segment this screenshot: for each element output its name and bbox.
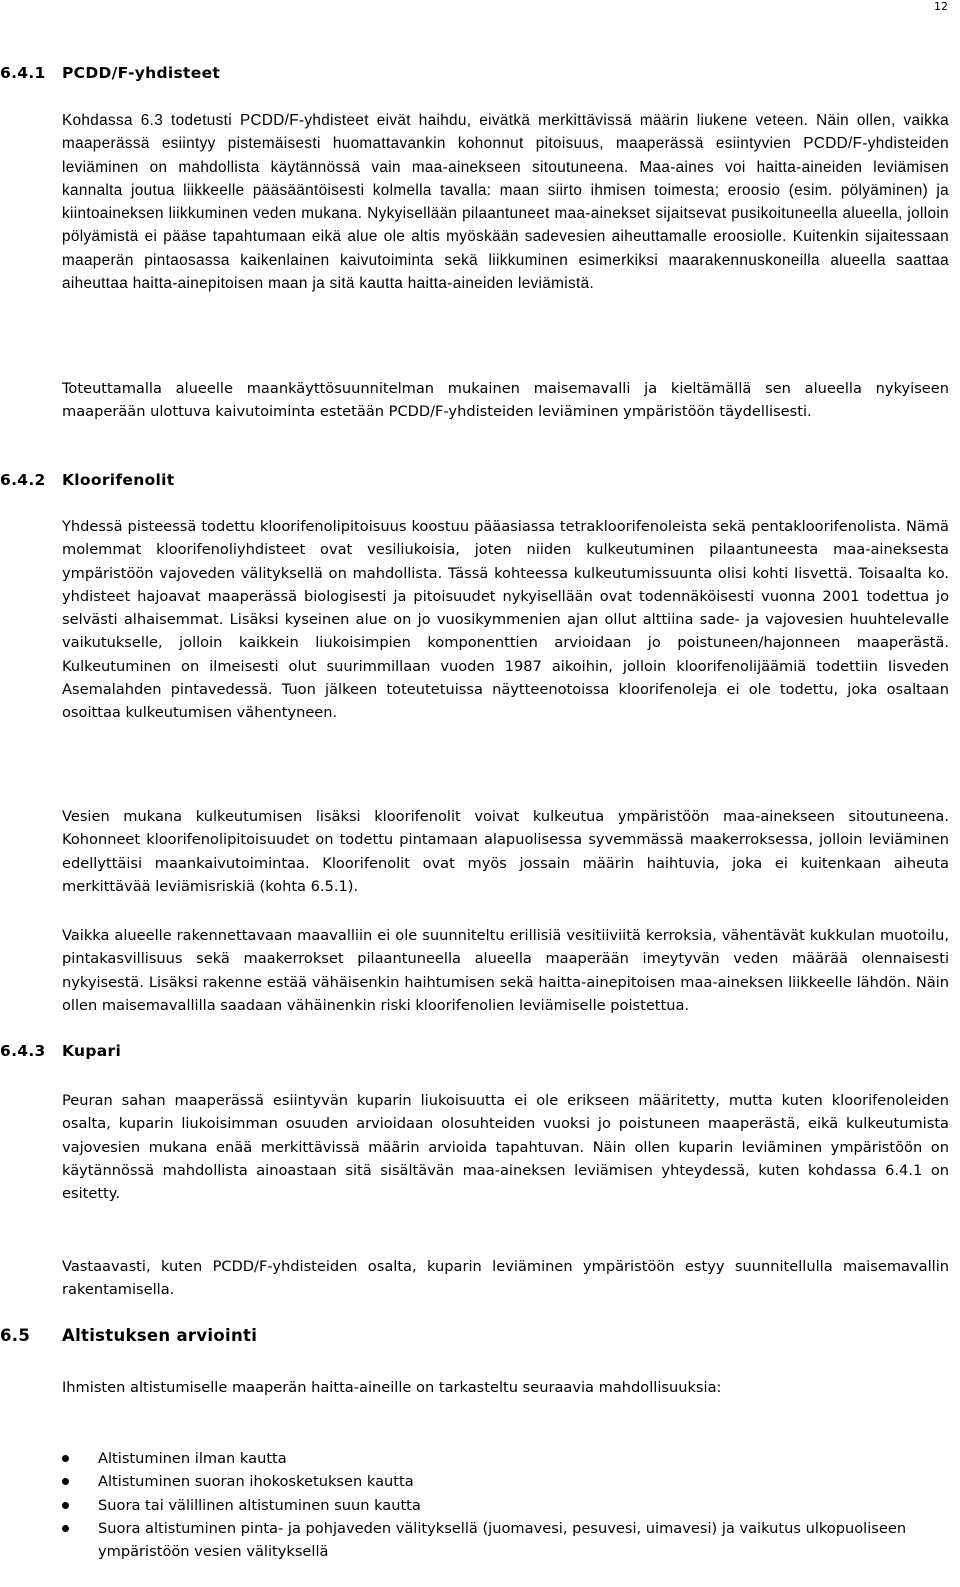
paragraph-pcdd-prevention: Toteuttamalla alueelle maankäyttösuunnitelman mukainen maisemavalli ja kieltämällä sen alueella nykyiseen maaperään ulottuva kaivutoiminta estetään PCDD/F-yhdisteiden leviäminen ympäristöön täydellisesti. bbox=[62, 380, 949, 421]
paragraph-chlorophenol-transport: Yhdessä pisteessä todettu kloorifenolipitoisuus koostuu pääasiassa tetrakloorifenoleista sekä pentakloorifenolista. Nämä molemmat kloorifenoliyhdisteet ovat vesiliukoisia, joten niiden kulkeutuminen pilaantuneesta maa-aineksesta ympäristöön vajoveden välityksellä on mahdollista. Tässä kohteessa kulkeutumissuunta olisi kohti Iisvettä. Toisaalta ko. yhdisteet hajoavat maaperässä biologisesti ja pitoisuudet nykyisellään ovat todennäköisesti vuonna 2001 todettua jo selvästi alhaisemmat. Lisäksi kyseinen alue on jo vuosikymmenien ajan ollut alttiina sade- ja vajovesien huuhtelevalle vaikutukselle, jolloin kaikkein liukoisimpien komponenttien arvioidaan jo poistuneen/hajonneen maaperästä. Kulkeutuminen on ilmeisesti olut suurimmillaan vuoden 1987 aikoihin, jolloin kloorifenolijäämiä todettiin Iisveden Asemalahden pintavedessä. Tuon jälkeen toteutetuissa näytteenotoissa kloorifenoleja ei ole todettu, joka osaltaan osoittaa kulkeutumisen vähentyneen. bbox=[62, 518, 949, 722]
bullet-icon bbox=[62, 1455, 69, 1462]
section-title: Altistuksen arviointi bbox=[62, 1326, 258, 1345]
list-item bbox=[62, 1470, 949, 1493]
paragraph-chlorophenol-embankment: Vaikka alueelle rakennettavaan maavalliin ei ole suunniteltu erillisiä vesitiiviitä kerroksia, vähentävät kukkulan muotoilu, pintakasvillisuus sekä maakerrokset pilaantuneella alueella maaperään imeytyvän veden määrää olennaisesti nykyisestä. Lisäksi rakenne estää vähäisenkin haihtumisen sekä haitta-ainepitoisen maa-aineksen liikkeelle lähdön. Näin ollen maisemavallilla saadaan vähäinenkin riski kloorifenolien leviämiselle poistettua. bbox=[62, 927, 949, 1014]
section-number: 6.4.2 bbox=[0, 471, 46, 489]
section-title: PCDD/F-yhdisteet bbox=[62, 64, 221, 82]
paragraph-copper-solubility: Peuran sahan maaperässä esiintyvän kuparin liukoisuutta ei ole erikseen määritetty, mutta kuten kloorifenoleiden osalta, kuparin liukoisimman osuuden arvioidaan olosuhteiden vuoksi jo poistuneen maaperästä, eikä kulkeutumista vajovesien mukana enää merkittävissä määrin arvioida tapahtuvan. Näin ollen kuparin leviäminen ympäristöön on käytännössä mahdollista ainoastaan sitä sisältävän maa-aineksen leviämisen yhteydessä, kuten kohdassa 6.4.1 on esitetty. bbox=[62, 1092, 949, 1203]
list-item-text: Altistuminen suoran ihokosketuksen kautta bbox=[98, 1473, 414, 1491]
section-number: 6.4.1 bbox=[0, 64, 46, 82]
list-item bbox=[62, 1494, 949, 1517]
section-title: Kloorifenolit bbox=[62, 471, 175, 489]
list-item-text: Altistuminen ilman kautta bbox=[98, 1450, 287, 1467]
exposure-routes-list bbox=[62, 1447, 949, 1563]
list-item-text: Suora altistuminen pinta- ja pohjaveden välityksellä (juomavesi, pesuvesi, uimavesi) ja vaikutus ulkopuoliseen ympäristöön vesien välityksellä bbox=[98, 1519, 907, 1561]
list-item bbox=[62, 1517, 949, 1564]
bullet-icon bbox=[62, 1502, 69, 1509]
section-number: 6.5 bbox=[0, 1326, 31, 1345]
section-number: 6.4.3 bbox=[0, 1042, 46, 1060]
list-item-text: Suora tai välillinen altistuminen suun kautta bbox=[98, 1496, 421, 1514]
bullet-icon bbox=[62, 1525, 69, 1532]
list-item bbox=[62, 1447, 949, 1470]
paragraph-exposure-intro: Ihmisten altistumiselle maaperän haitta-aineille on tarkasteltu seuraavia mahdollisuuksia: bbox=[62, 1379, 722, 1396]
paragraph-pcdd-spread: Kohdassa 6.3 todetusti PCDD/F-yhdisteet eivät haihdu, eivätkä merkittävissä määrin liukene veteen. Näin ollen, vaikka maaperässä esiintyy pistemäisesti huomattavankin kohonnut pitoisuus, maaperässä esiintyvien PCDD/F-yhdisteiden leviäminen on mahdollista käytännössä vain maa-ainekseen sitoutuneena. Maa-aines voi haitta-aineiden leviämisen kannalta joutua liikkeelle pääsääntöisesti kolmella tavalla: maan siirto ihmisen toimesta; eroosio (esim. pölyäminen) ja kiintoaineksen liikkuminen veden mukana. Nykyisellään pilaantuneet maa-ainekset sijaitsevat pusikoituneella alueella, jolloin pölyämistä ei pääse tapahtumaan eikä alue ole altis myöskään sadevesien aiheuttamalle eroosiolle. Kuitenkin sijaitessaan maaperän pintaosassa kaikenlainen kaivutoiminta sekä liikkuminen esimerkiksi maarakennuskoneilla alueella saattaa aiheuttaa haitta-ainepitoisen maan ja sitä kautta haitta-aineiden leviämistä. bbox=[62, 112, 949, 293]
paragraph-chlorophenol-soil: Vesien mukana kulkeutumisen lisäksi kloorifenolit voivat kulkeutua ympäristöön maa-ainekseen sitoutuneena. Kohonneet kloorifenolipitoisuudet on todettu pintamaan alapuolisessa syvemmässä maakerroksessa, jolloin leviäminen edellyttäisi maankaivutoimintaa. Kloorifenolit ovat myös jossain määrin haihtuvia, joka ei kuitenkaan aiheuta merkittävää leviämisriskiä (kohta 6.5.1). bbox=[62, 808, 949, 895]
paragraph-copper-prevention: Vastaavasti, kuten PCDD/F-yhdisteiden osalta, kuparin leviäminen ympäristöön estyy suunnitellulla maisemavallin rakentamisella. bbox=[62, 1258, 949, 1299]
bullet-icon bbox=[62, 1478, 69, 1485]
section-title: Kupari bbox=[62, 1042, 122, 1060]
page-number: 12 bbox=[934, 0, 948, 13]
